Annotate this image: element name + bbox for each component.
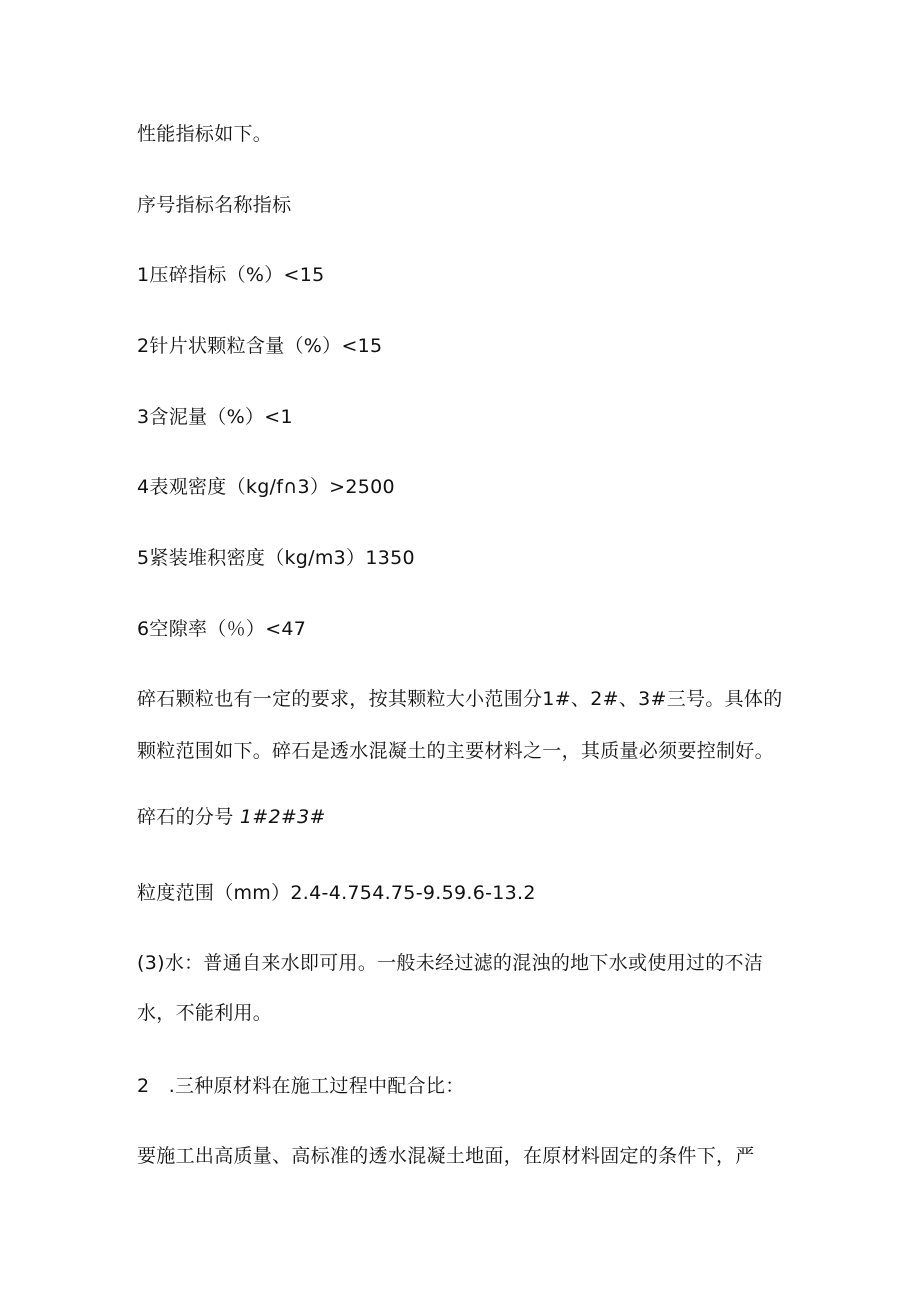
indicator-row-1: 1压碎指标（%）<15 (137, 264, 325, 286)
gravel-paragraph-line-1: 碎石颗粒也有一定的要求，按其颗粒大小范围分1#、2#、3#三号。具体的 (137, 688, 783, 710)
indicator-row-3: 3含泥量（%）<1 (137, 406, 293, 428)
gravel-number-line (137, 804, 326, 830)
indicator-row-6: 6空隙率（％）<47 (137, 618, 307, 640)
gravel-number-values: 1#2#3# (239, 806, 326, 828)
table-header-line: 序号指标名称指标 (137, 194, 292, 216)
water-paragraph-line-2: 水，不能利用。 (137, 1002, 273, 1024)
indicator-row-4: 4表观密度（kg∕f∩3）>2500 (137, 476, 395, 498)
construction-paragraph-line: 要施工出高质量、高标准的透水混凝土地面，在原材料固定的条件下，严 (137, 1145, 755, 1167)
gravel-paragraph-line-2: 颗粒范围如下。碎石是透水混凝土的主要材料之一，其质量必须要控制好。 (137, 740, 774, 762)
section-heading-mix-ratio: 2 .三种原材料在施工过程中配合比： (137, 1075, 465, 1097)
gravel-number-label: 碎石的分号 (137, 806, 234, 828)
indicator-row-5: 5紧装堆积密度（kg∕m3）1350 (137, 547, 415, 569)
water-paragraph-line-1: (3)水：普通自来水即可用。一般未经过滤的混浊的地下水或使用过的不洁 (137, 952, 764, 974)
particle-range-line: 粒度范围（mm）2.4-4.754.75-9.59.6-13.2 (137, 882, 536, 904)
indicator-row-2: 2针片状颗粒含量（%）<15 (137, 335, 383, 357)
intro-line: 性能指标如下。 (137, 123, 273, 145)
